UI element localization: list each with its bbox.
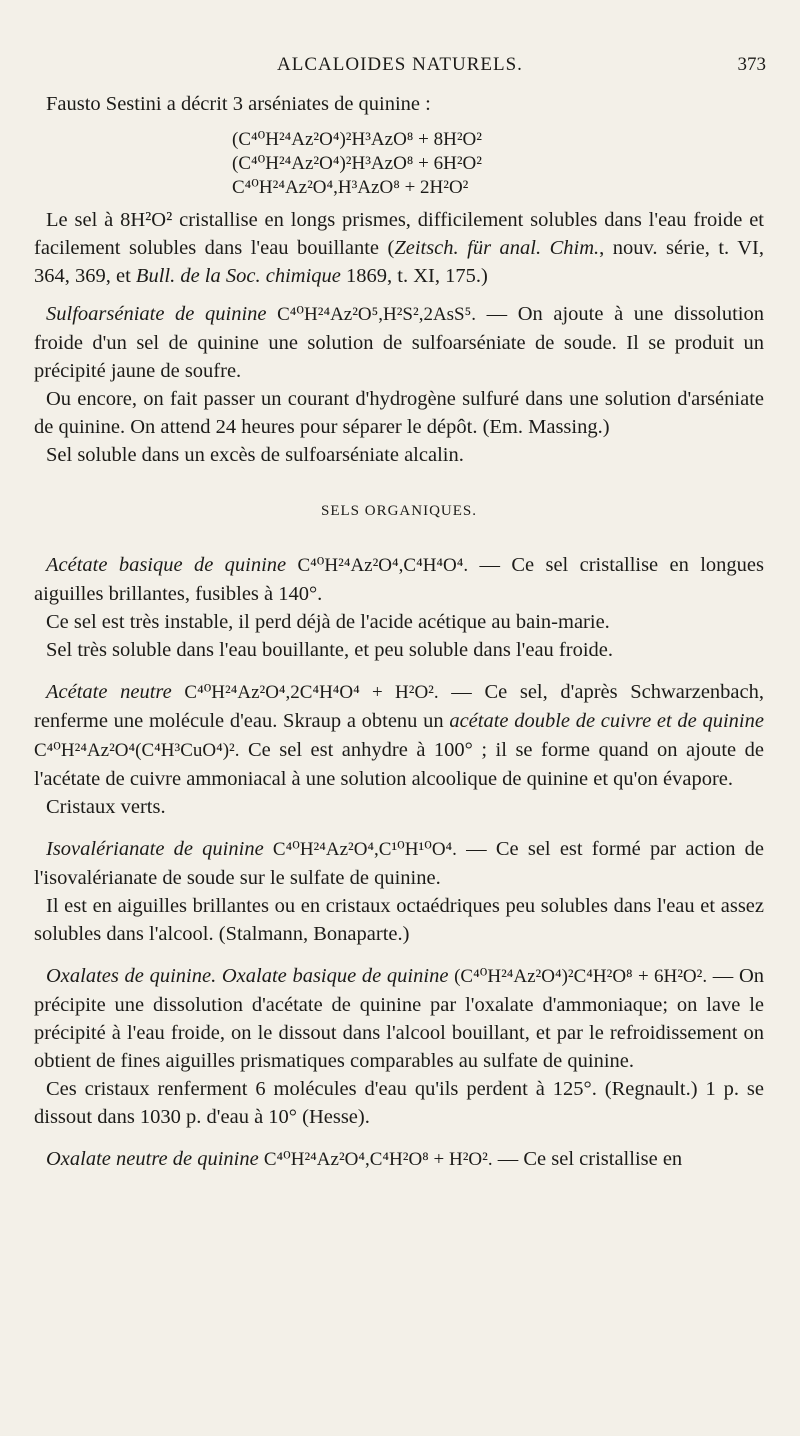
arseniate-formula-list: [34, 128, 764, 200]
paragraph-text: — On ajoute à une dissolution froide d'un sel de quinine une solution de sulfoarséniate de soude. Il se produit un précipité jaune de soufre.: [34, 303, 764, 382]
formula-line-1: (C⁴⁰H²⁴Az²O⁴)²H³AzO⁸ + 8H²O²: [232, 129, 482, 150]
entry-title: Oxalates de quinine. Oxalate basique de quinine: [46, 965, 449, 987]
page-number: 373: [737, 54, 766, 75]
entry-title: Acétate neutre: [46, 681, 172, 703]
chemical-formula: C⁴⁰H²⁴Az²O⁴,C¹⁰H¹⁰O⁴.: [272, 839, 457, 860]
chemical-formula: C⁴⁰H²⁴Az²O⁵,H²S²,2AsS⁵.: [277, 304, 476, 325]
formula-line-3: C⁴⁰H²⁴Az²O⁴,H³AzO⁸ + 2H²O²: [232, 177, 469, 198]
paragraph-sulfoarseniate-3: Sel soluble dans un excès de sulfoarséniate alcalin.: [46, 444, 464, 466]
formula-line-2: (C⁴⁰H²⁴Az²O⁴)²H³AzO⁸ + 6H²O²: [232, 153, 482, 174]
paragraph-text: Le sel à 8H²O² cristallise en longs prismes, difficilement solubles dans l'eau froide et facilement solubles dans l'eau bouillante (: [34, 209, 764, 259]
reference-italic: Zeitsch. für anal. Chim.: [394, 237, 600, 259]
paragraph-isovalerianate-2: Il est en aiguilles brillantes ou en cristaux octaédriques peu solubles dans l'eau et assez solubles dans l'alcool. (Stalmann, Bonaparte.): [34, 895, 764, 945]
paragraph-text: , nouv. série, t. VI, 364, 369, et: [34, 237, 764, 287]
paragraph-sel-8h2o2: [34, 206, 764, 290]
paragraph-text: — On précipite une dissolution d'acétate de quinine par l'oxalate d'ammoniaque; on lave le précipité à l'eau froide, on le dissout dans l'alcool bouillant, et par le refroidissement on obtient de fines aiguilles prismatiques comparables au sulfate de quinine.: [34, 965, 765, 1072]
running-title: ALCALOIDES NATURELS.: [277, 54, 523, 75]
paragraph-acetate-neutre-2: Cristaux verts.: [46, 796, 166, 818]
chemical-formula: C⁴⁰H²⁴Az²O⁴,C⁴H²O⁸ + H²O².: [263, 1149, 493, 1170]
paragraph-acetate-basique-2: Ce sel est très instable, il perd déjà de l'acide acétique au bain-marie.: [46, 611, 610, 633]
paragraph-sulfoarseniate-2: Ou encore, on fait passer un courant d'hydrogène sulfuré dans une solution d'arséniate de quinine. On attend 24 heures pour séparer le dépôt. (Em. Massing.): [34, 388, 764, 438]
paragraph-isovalerianate: [34, 835, 764, 892]
paragraph-sulfoarseniate: [34, 300, 764, 385]
reference-italic: Bull. de la Soc. chimique: [135, 265, 341, 287]
paragraph-text: 1869, t. XI, 175.): [340, 265, 488, 287]
entry-title: Acétate basique de quinine: [46, 554, 287, 576]
entry-title: Sulfoarséniate de quinine: [46, 303, 267, 325]
paragraph-text: — Ce sel, d'après Schwarzenbach, renferme une molécule d'eau. Skraup a obtenu un: [34, 681, 765, 732]
paragraph-oxalates: [34, 962, 764, 1075]
chemical-formula: (C⁴⁰H²⁴Az²O⁴)²C⁴H²O⁸ + 6H²O².: [454, 966, 708, 987]
chemical-formula: C⁴⁰H²⁴Az²O⁴,C⁴H⁴O⁴.: [297, 555, 469, 576]
entry-title: Oxalate neutre de quinine: [46, 1148, 259, 1170]
paragraph-text: — Ce sel cristallise en longues aiguilles brillantes, fusibles à 140°.: [34, 554, 764, 605]
paragraph-text: — Ce sel cristallise en: [492, 1148, 683, 1170]
paragraph-acetate-neutre: [34, 678, 764, 793]
paragraph-oxalates-2: Ces cristaux renferment 6 molécules d'eau qu'ils perdent à 125°. (Regnault.) 1 p. se dissout dans 1030 p. d'eau à 10° (Hesse).: [34, 1078, 764, 1128]
entry-title: Isovalérianate de quinine: [46, 838, 264, 860]
page-header: [0, 54, 800, 84]
paragraph-acetate-basique: [34, 551, 764, 608]
body-text: [34, 90, 764, 1174]
chemical-formula: C⁴⁰H²⁴Az²O⁴,2C⁴H⁴O⁴ + H²O².: [184, 682, 439, 703]
intro-text: Fausto Sestini a décrit 3 arséniates de quinine :: [46, 93, 431, 115]
paragraph-oxalate-neutre: [34, 1145, 764, 1174]
section-heading: SELS ORGANIQUES.: [320, 503, 477, 519]
chemical-formula: C⁴⁰H²⁴Az²O⁴(C⁴H³CuO⁴)².: [34, 740, 240, 761]
paragraph-text: — Ce sel est formé par action de l'isovalérianate de soude sur le sulfate de quinine.: [34, 838, 764, 889]
italic-term: acétate double de cuivre et de quinine: [449, 710, 764, 732]
paragraph-text: Ce sel est anhydre à 100° ; il se forme quand on ajoute de l'acétate de cuivre ammoniacal à une solution alcoolique de quinine et qu'on évapore.: [34, 739, 764, 790]
paragraph-acetate-basique-3: Sel très soluble dans l'eau bouillante, et peu soluble dans l'eau froide.: [46, 639, 614, 661]
intro-paragraph: [34, 90, 764, 118]
